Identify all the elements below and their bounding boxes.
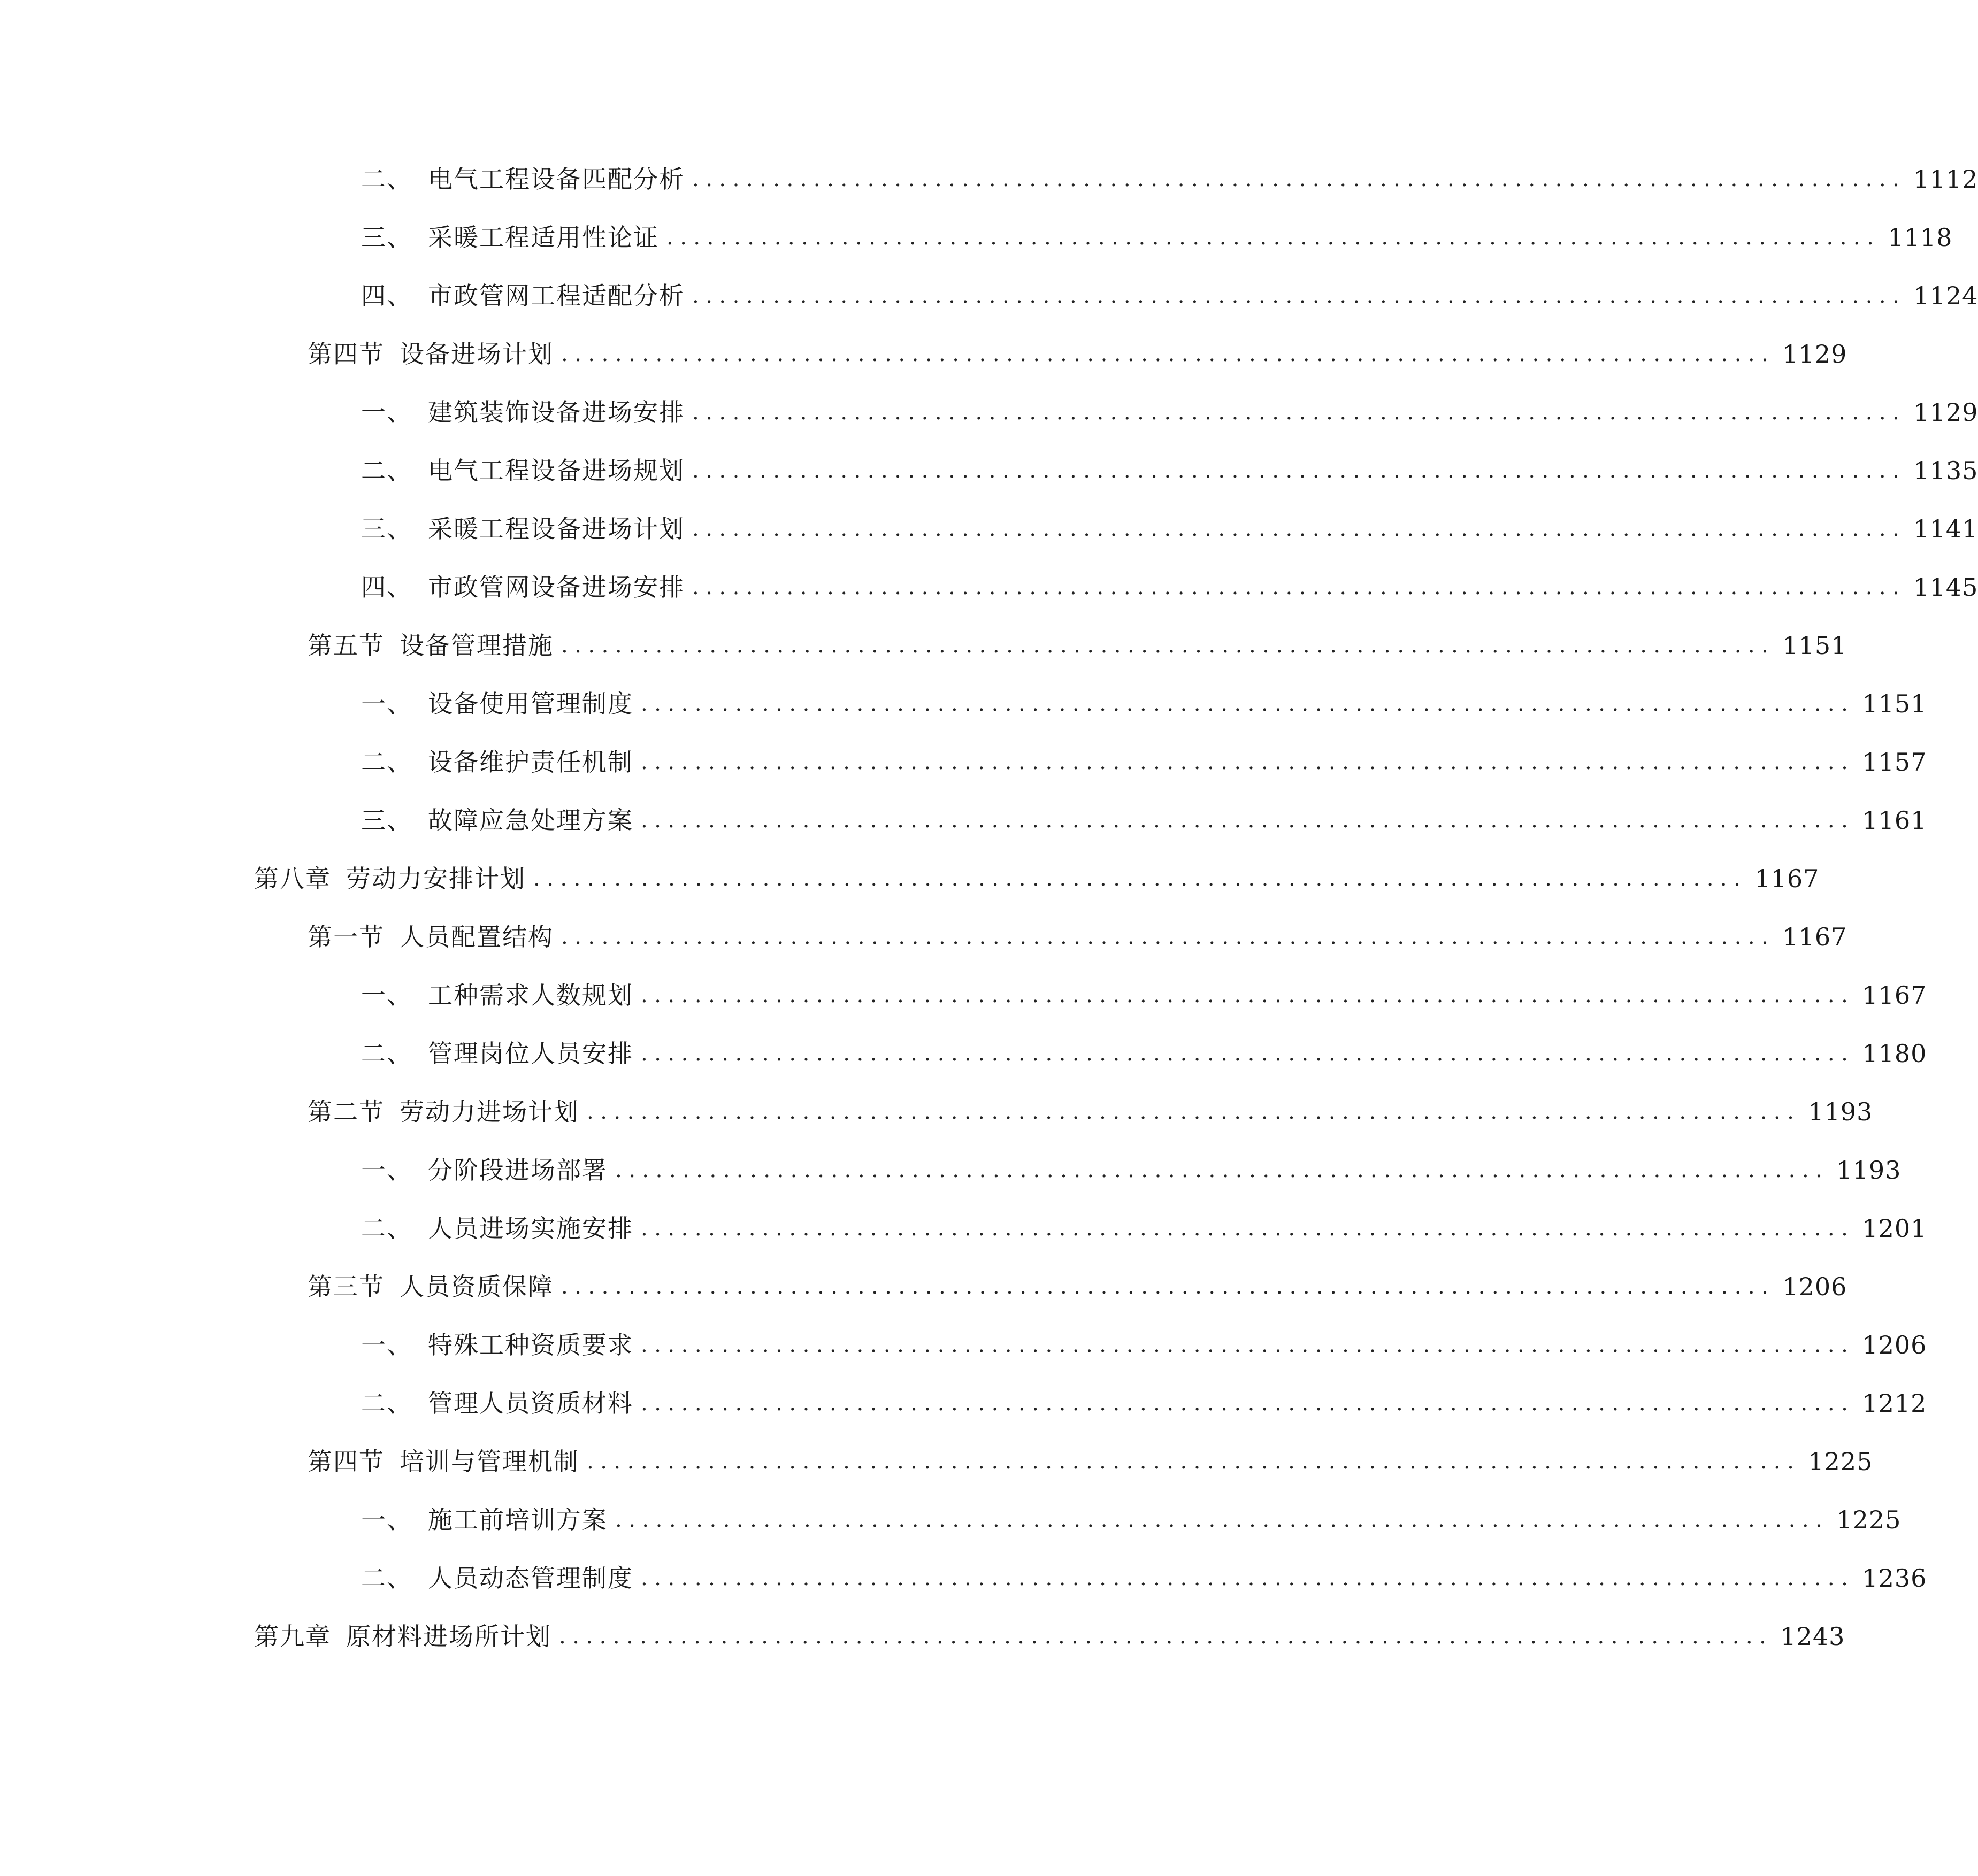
toc-entry[interactable] (361, 682, 1927, 725)
toc-entry-title: 原材料进场所计划 (346, 1622, 551, 1651)
toc-entry-number: 三、 (361, 514, 412, 543)
toc-entry-page: 1145 (1913, 573, 1978, 602)
toc-entry-page: 1206 (1782, 1272, 1847, 1301)
dot-leader: .......................................................................................... (692, 575, 1906, 599)
toc-entry[interactable] (254, 1615, 1845, 1658)
toc-entry-number: 二、 (361, 1039, 412, 1068)
dot-leader: .......................................................................................... (641, 983, 1855, 1008)
dot-leader: .......................................................................................... (641, 808, 1855, 833)
toc-entry-page: 1161 (1862, 806, 1927, 835)
toc-entry-title: 特殊工种资质要求 (428, 1331, 633, 1359)
toc-entry[interactable] (361, 1324, 1927, 1366)
toc-entry-title: 采暖工程适用性论证 (428, 223, 659, 252)
toc-entry[interactable] (254, 857, 1820, 900)
toc-entry-page: 1206 (1862, 1331, 1927, 1359)
toc-entry-page: 1167 (1862, 981, 1927, 1010)
toc-entry-page: 1193 (1836, 1156, 1902, 1185)
toc-entry-title: 管理岗位人员安排 (428, 1039, 633, 1068)
toc-entry-number: 四、 (361, 281, 412, 310)
toc-entry-title: 设备使用管理制度 (428, 689, 633, 718)
toc-entry-page: 1118 (1888, 223, 1953, 252)
toc-entry[interactable] (308, 1090, 1873, 1133)
dot-leader: .......................................................................................... (561, 1274, 1775, 1299)
toc-entry-title: 设备维护责任机制 (428, 748, 633, 776)
dot-leader: .......................................................................................... (692, 458, 1906, 483)
toc-entry[interactable] (308, 333, 1847, 375)
dot-leader: .......................................................................................... (559, 1624, 1773, 1649)
dot-leader: .......................................................................................... (587, 1449, 1801, 1474)
dot-leader: .......................................................................................... (641, 1391, 1855, 1416)
dot-leader: .......................................................................................... (587, 1100, 1801, 1124)
toc-entry-page: 1225 (1808, 1447, 1873, 1476)
toc-entry-title: 设备管理措施 (400, 631, 554, 660)
toc-entry-title: 市政管网工程适配分析 (428, 281, 685, 310)
toc-entry[interactable] (308, 1440, 1873, 1483)
toc-entry[interactable] (361, 1382, 1927, 1425)
dot-leader: .......................................................................................... (561, 925, 1775, 949)
dot-leader: .......................................................................................... (641, 691, 1855, 716)
toc-entry[interactable] (361, 1498, 1902, 1541)
dot-leader: .......................................................................................... (692, 167, 1906, 191)
toc-entry-page: 1225 (1836, 1505, 1902, 1534)
toc-entry-number: 二、 (361, 1214, 412, 1243)
toc-entry-page: 1212 (1862, 1389, 1927, 1418)
toc-entry-title: 人员资质保障 (400, 1272, 554, 1301)
toc-entry-page: 1151 (1862, 689, 1927, 718)
toc-entry-page: 1112 (1913, 165, 1978, 194)
toc-entry-title: 施工前培训方案 (428, 1505, 608, 1534)
toc-entry[interactable] (361, 566, 1978, 609)
toc-entry[interactable] (361, 158, 1978, 201)
toc-entry-title: 人员配置结构 (400, 922, 554, 951)
toc-entry-number: 第三节 (308, 1272, 385, 1301)
toc-entry-page: 1129 (1913, 398, 1978, 427)
dot-leader: .......................................................................................... (692, 400, 1906, 425)
toc-entry-number: 第二节 (308, 1097, 385, 1126)
dot-leader: .......................................................................................... (561, 342, 1775, 366)
toc-entry-number: 二、 (361, 165, 412, 194)
toc-entry-page: 1135 (1913, 456, 1978, 485)
toc-entry[interactable] (361, 1557, 1927, 1600)
toc-entry-number: 第一节 (308, 922, 385, 951)
toc-entry-title: 市政管网设备进场安排 (428, 573, 685, 602)
toc-entry-title: 建筑装饰设备进场安排 (428, 398, 685, 427)
toc-entry[interactable] (361, 741, 1927, 783)
toc-entry-page: 1151 (1782, 631, 1847, 660)
toc-entry-title: 劳动力进场计划 (400, 1097, 579, 1126)
toc-entry-number: 四、 (361, 573, 412, 602)
toc-entry-title: 管理人员资质材料 (428, 1389, 633, 1418)
toc-entry-number: 三、 (361, 223, 412, 252)
toc-entry[interactable] (361, 449, 1978, 492)
toc-entry[interactable] (361, 1032, 1927, 1075)
toc-entry-number: 一、 (361, 398, 412, 427)
dot-leader: .......................................................................................... (641, 1216, 1855, 1241)
dot-leader: .......................................................................................... (533, 866, 1747, 891)
toc-entry[interactable] (361, 508, 1978, 550)
dot-leader: .......................................................................................... (641, 1333, 1855, 1357)
dot-leader: .......................................................................................... (641, 1566, 1855, 1590)
toc-entry-title: 人员动态管理制度 (428, 1564, 633, 1593)
toc-entry[interactable] (361, 1207, 1927, 1250)
toc-entry[interactable] (308, 916, 1847, 958)
toc-entry-page: 1167 (1754, 864, 1820, 893)
toc-entry-title: 设备进场计划 (400, 340, 554, 368)
dot-leader: .......................................................................................... (692, 517, 1906, 541)
toc-entry-number: 二、 (361, 456, 412, 485)
toc-entry-page: 1129 (1782, 340, 1847, 368)
toc-entry[interactable] (361, 274, 1978, 317)
toc-entry-number: 一、 (361, 981, 412, 1010)
toc-entry-page: 1141 (1913, 514, 1978, 543)
toc-entry-number: 第五节 (308, 631, 385, 660)
toc-entry-page: 1236 (1862, 1564, 1927, 1593)
toc-entry-title: 工种需求人数规划 (428, 981, 633, 1010)
toc-entry-title: 分阶段进场部署 (428, 1156, 608, 1185)
toc-entry[interactable] (361, 974, 1927, 1017)
toc-entry-number: 一、 (361, 1156, 412, 1185)
toc-entry-number: 一、 (361, 689, 412, 718)
toc-entry-page: 1243 (1780, 1622, 1845, 1651)
toc-entry-page: 1180 (1862, 1039, 1927, 1068)
toc-entry-number: 第四节 (308, 340, 385, 368)
toc-entry-number: 第九章 (254, 1622, 331, 1651)
dot-leader: .......................................................................................... (641, 750, 1855, 774)
toc-entry-title: 培训与管理机制 (400, 1447, 579, 1476)
dot-leader: .......................................................................................... (615, 1508, 1829, 1532)
toc-entry[interactable] (361, 799, 1927, 842)
toc-entry[interactable] (308, 624, 1847, 667)
toc-entry-title: 劳动力安排计划 (346, 864, 526, 893)
toc-entry-title: 故障应急处理方案 (428, 806, 633, 835)
toc-entry-number: 第八章 (254, 864, 331, 893)
toc-entry-number: 一、 (361, 1331, 412, 1359)
toc-entry-title: 电气工程设备进场规划 (428, 456, 685, 485)
toc-entry[interactable] (361, 391, 1978, 434)
toc-entry-number: 第四节 (308, 1447, 385, 1476)
dot-leader: .......................................................................................... (561, 633, 1775, 658)
toc-entry-page: 1193 (1808, 1097, 1873, 1126)
toc-entry-number: 一、 (361, 1505, 412, 1534)
toc-entry-page: 1167 (1782, 922, 1847, 951)
dot-leader: .......................................................................................... (666, 225, 1881, 250)
toc-entry-title: 采暖工程设备进场计划 (428, 514, 685, 543)
toc-entry-title: 电气工程设备匹配分析 (428, 165, 685, 194)
toc-entry[interactable] (361, 1149, 1902, 1191)
toc-entry-page: 1201 (1862, 1214, 1927, 1243)
toc-entry-number: 二、 (361, 1564, 412, 1593)
dot-leader: .......................................................................................... (615, 1158, 1829, 1182)
toc-entry-number: 二、 (361, 1389, 412, 1418)
toc-entry[interactable] (361, 216, 1953, 259)
toc-entry-number: 二、 (361, 748, 412, 776)
toc-entry-title: 人员进场实施安排 (428, 1214, 633, 1243)
toc-entry[interactable] (308, 1265, 1847, 1308)
toc-entry-page: 1124 (1913, 281, 1978, 310)
toc-entry-number: 三、 (361, 806, 412, 835)
toc-entry-page: 1157 (1862, 748, 1927, 776)
dot-leader: .......................................................................................... (641, 1041, 1855, 1066)
dot-leader: .......................................................................................... (692, 283, 1906, 308)
